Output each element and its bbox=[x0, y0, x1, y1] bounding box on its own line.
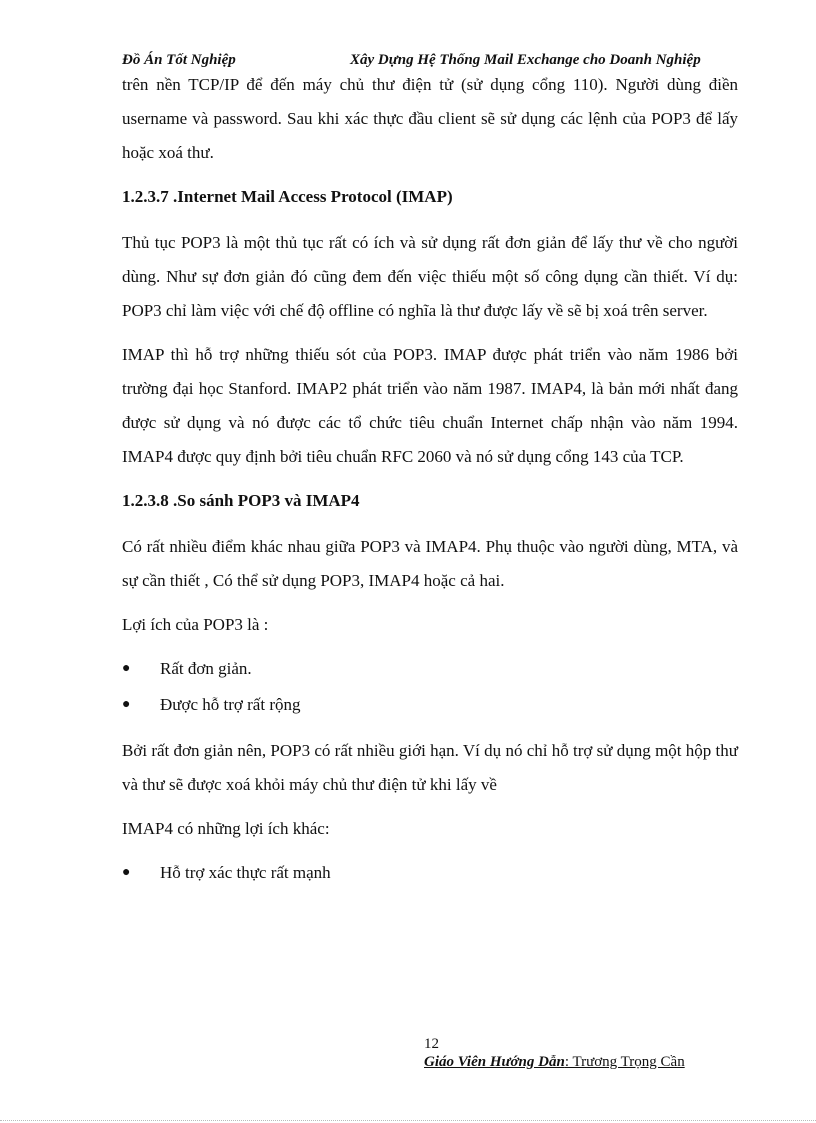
document-body bbox=[122, 68, 738, 902]
pop3-benefits-list bbox=[122, 652, 738, 724]
paragraph-imap-history: IMAP thì hỗ trợ những thiếu sót của POP3. IMAP được phát triển vào năm 1986 bởi trường đại học Stanford. IMAP2 phát triển vào năm 1987. IMAP4, là bản mới nhất đang được sử dụng và nó được các tổ chức tiêu chuẩn Internet chấp nhận vào năm 1994. IMAP4 được quy định bởi tiêu chuẩn RFC 2060 và nó sử dụng cổng 143 của TCP. bbox=[122, 345, 738, 466]
page-bottom-divider bbox=[0, 1120, 816, 1121]
paragraph-pop3-limits: Thủ tục POP3 là một thủ tục rất có ích và sử dụng rất đơn giản để lấy thư về cho người dùng. Như sự đơn giản đó cũng đem đến việc thiếu một số công dụng cần thiết. Ví dụ: POP3 chỉ làm việc với chế độ offline có nghĩa là thư được lấy về sẽ bị xoá trên server. bbox=[122, 233, 738, 320]
bullet-icon: ● bbox=[122, 697, 131, 712]
imap4-benefits-list bbox=[122, 856, 738, 892]
list-item bbox=[122, 652, 738, 688]
paragraph-differences: Có rất nhiều điểm khác nhau giữa POP3 và IMAP4. Phụ thuộc vào người dùng, MTA, và sự cần thiết , Có thể sử dụng POP3, IMAP4 hoặc cả hai. bbox=[122, 537, 738, 590]
header-left-title: Đồ Án Tốt Nghiệp bbox=[122, 52, 236, 68]
advisor-label: Giáo Viên Hướng Dẫn bbox=[424, 1054, 565, 1070]
list-item-text: Hỗ trợ xác thực rất mạnh bbox=[160, 863, 331, 882]
paragraph-imap4-benefits-intro: IMAP4 có những lợi ích khác: bbox=[122, 819, 330, 838]
advisor-name: : Trương Trọng Cần bbox=[564, 1054, 685, 1070]
list-item-text: Được hỗ trợ rất rộng bbox=[160, 695, 301, 714]
advisor-line bbox=[424, 1054, 685, 1071]
paragraph-pop3-login: trên nền TCP/IP để đến máy chủ thư điện tử (sử dụng cổng 110). Người dùng điền username và password. Sau khi xác thực đầu client sẽ sử dụng các lệnh của POP3 để lấy hoặc xoá thư. bbox=[122, 75, 738, 162]
list-item bbox=[122, 856, 738, 892]
page-number: 12 bbox=[424, 1036, 439, 1052]
list-item-text: Rất đơn giản. bbox=[160, 659, 252, 678]
header-right-title: Xây Dựng Hệ Thống Mail Exchange cho Doanh Nghiệp bbox=[350, 52, 701, 68]
list-item bbox=[122, 688, 738, 724]
bullet-icon: ● bbox=[122, 865, 131, 880]
bullet-icon: ● bbox=[122, 661, 131, 676]
paragraph-pop3-benefits-intro: Lợi ích của POP3 là : bbox=[122, 615, 269, 634]
heading-compare: 1.2.3.8 .So sánh POP3 và IMAP4 bbox=[122, 491, 360, 510]
paragraph-pop3-limitations: Bởi rất đơn giản nên, POP3 có rất nhiều giới hạn. Ví dụ nó chỉ hỗ trợ sử dụng một hộp thư và thư sẽ được xoá khỏi máy chủ thư điện tử khi lấy về bbox=[122, 741, 738, 794]
heading-imap: 1.2.3.7 .Internet Mail Access Protocol (IMAP) bbox=[122, 187, 453, 206]
